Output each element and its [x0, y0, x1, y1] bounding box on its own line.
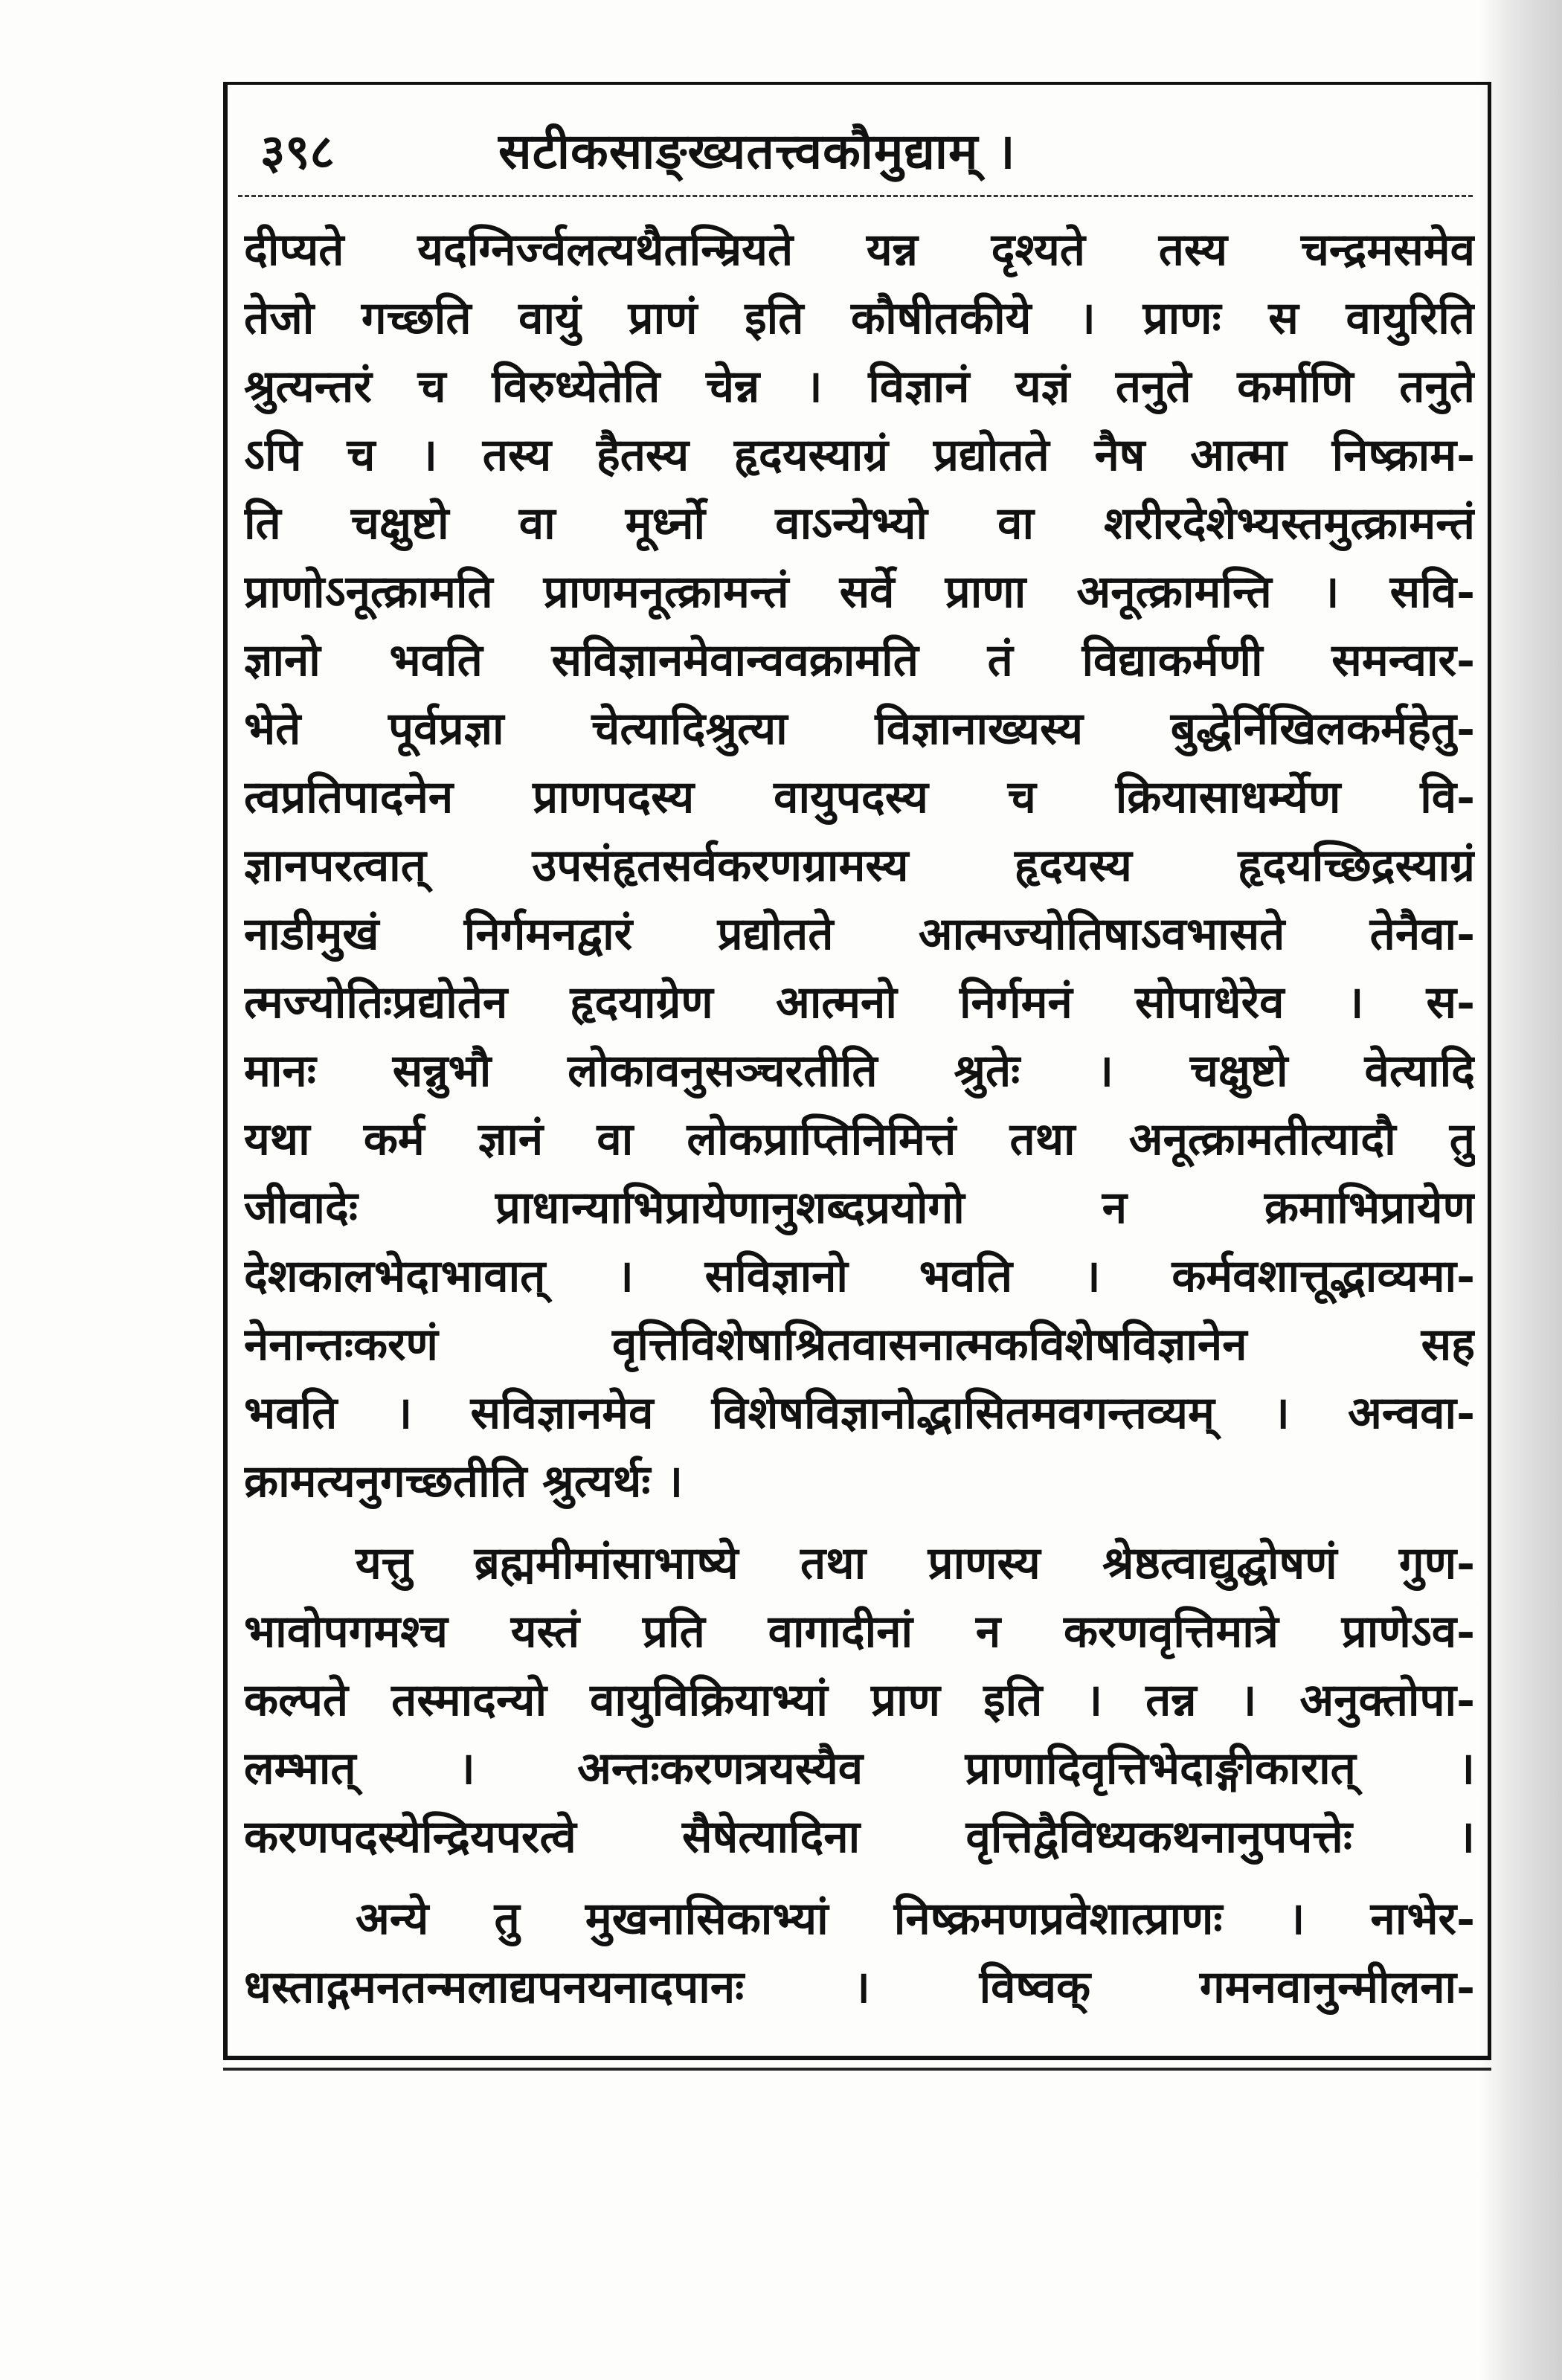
text-line: जीवादेः प्राधान्याभिप्रायेणानुशब्दप्रयोगो न क्रमाभिप्रायेण: [244, 1182, 1475, 1234]
text-line: भवति । सविज्ञानमेव विशेषविज्ञानोद्भासितमवगन्तव्यम् । अन्ववा-: [244, 1387, 1475, 1439]
text-line: ऽपि च । तस्य हैतस्य हृदयस्याग्रं प्रद्योतते नैष आत्मा निष्क्राम-: [244, 429, 1475, 481]
text-line: अन्ये तु मुखनासिकाभ्यां निष्क्रमणप्रवेशात्प्राणः । नाभेर-: [356, 1893, 1475, 1945]
body-text: [244, 216, 1475, 2022]
paragraph-2: [244, 1529, 1475, 1871]
bottom-rule: [223, 2068, 1491, 2071]
text-line: त्मज्योतिःप्रद्योतेन हृदयाग्रेण आत्मनो निर्गमनं सोपाधेरेव । स-: [244, 977, 1475, 1029]
text-line: कल्पते तस्मादन्यो वायुविक्रियाभ्यां प्राण इति । तन्न । अनुक्तोपा-: [244, 1674, 1475, 1726]
page-edge-shadow: [1480, 0, 1562, 2380]
text-line: तेजो गच्छति वायुं प्राणं इति कौषीतकीये । प्राणः स वायुरिति: [244, 292, 1475, 344]
paragraph-gap: [244, 1516, 1475, 1529]
text-line: लम्भात् । अन्तःकरणत्रयस्यैव प्राणादिवृत्तिभेदाङ्गीकारात् ।: [244, 1743, 1475, 1795]
text-line: धस्ताद्गमनतन्मलाद्यपनयनादपानः । विष्वक् गमनवानुन्मीलना-: [244, 1961, 1475, 2013]
text-line: प्राणोऽनूत्क्रामति प्राणमनूत्क्रामन्तं सर्वे प्राणा अनूत्क्रामन्ति । सवि-: [244, 566, 1475, 618]
text-line: भावोपगमश्च यस्तं प्रति वागादीनां न करणवृत्तिमात्रे प्राणेऽव-: [244, 1606, 1475, 1658]
paragraph-3: [244, 1885, 1475, 2022]
page-header: [245, 112, 1473, 193]
page-number: ३९८: [260, 124, 335, 180]
text-line: श्रुत्यन्तरं च विरुध्येतेति चेन्न । विज्ञानं यज्ञं तनुते कर्माणि तनुते: [244, 361, 1475, 413]
text-line: त्वप्रतिपादनेन प्राणपदस्य वायुपदस्य च क्रियासाधर्म्येण वि-: [244, 771, 1475, 823]
text-line: करणपदस्येन्द्रियपरत्वे सैषेत्यादिना वृत्तिद्वैविध्यकथनानुपपत्तेः ।: [244, 1811, 1475, 1863]
paragraph-1: [244, 216, 1475, 1516]
text-line: यत्तु ब्रह्ममीमांसाभाष्ये तथा प्राणस्य श्रेष्ठत्वाद्युद्घोषणं गुण-: [356, 1537, 1475, 1589]
text-line: नाडीमुखं निर्गमनद्वारं प्रद्योतते आत्मज्योतिषाऽवभासते तेनैवा-: [244, 908, 1475, 960]
text-line: ज्ञानो भवति सविज्ञानमेवान्ववक्रामति तं विद्याकर्मणी समन्वार-: [244, 634, 1475, 686]
text-line: मानः सन्नुभौ लोकावनुसञ्चरतीति श्रुतेः । चक्षुष्टो वेत्यादि: [244, 1045, 1475, 1097]
text-line: ति चक्षुष्टो वा मूर्ध्नो वाऽन्येभ्यो वा शरीरदेशेभ्यस्तमुत्क्रामन्तं: [244, 498, 1475, 550]
text-line: यथा कर्म ज्ञानं वा लोकप्राप्तिनिमित्तं तथा अनूत्क्रामतीत्यादौ तु: [244, 1113, 1475, 1165]
text-line: ज्ञानपरत्वात् उपसंहृतसर्वकरणग्रामस्य हृदयस्य हृदयच्छिद्रस्याग्रं: [244, 840, 1475, 892]
text-line: दीप्यते यदग्निर्ज्वलत्यथैतन्म्रियते यन्न दृश्यते तस्य चन्द्रमसमेव: [244, 224, 1475, 276]
text-line: क्रामत्यनुगच्छतीति श्रुत्यर्थः ।: [244, 1456, 684, 1508]
paragraph-gap: [244, 1871, 1475, 1885]
running-title: सटीकसाङ्ख्यतत्त्वकौमुद्याम् ।: [498, 122, 1016, 180]
text-line: नेनान्तःकरणं वृत्तिविशेषाश्रितवासनात्मकविशेषविज्ञानेन सह: [244, 1319, 1475, 1371]
text-line: भेते पूर्वप्रज्ञा चेत्यादिश्रुत्या विज्ञानाख्यस्य बुद्धेर्निखिलकर्महेतु-: [244, 703, 1475, 755]
text-line: देशकालभेदाभावात् । सविज्ञानो भवति । कर्मवशात्तूद्भाव्यमा-: [244, 1250, 1475, 1302]
header-rule: [238, 195, 1473, 197]
